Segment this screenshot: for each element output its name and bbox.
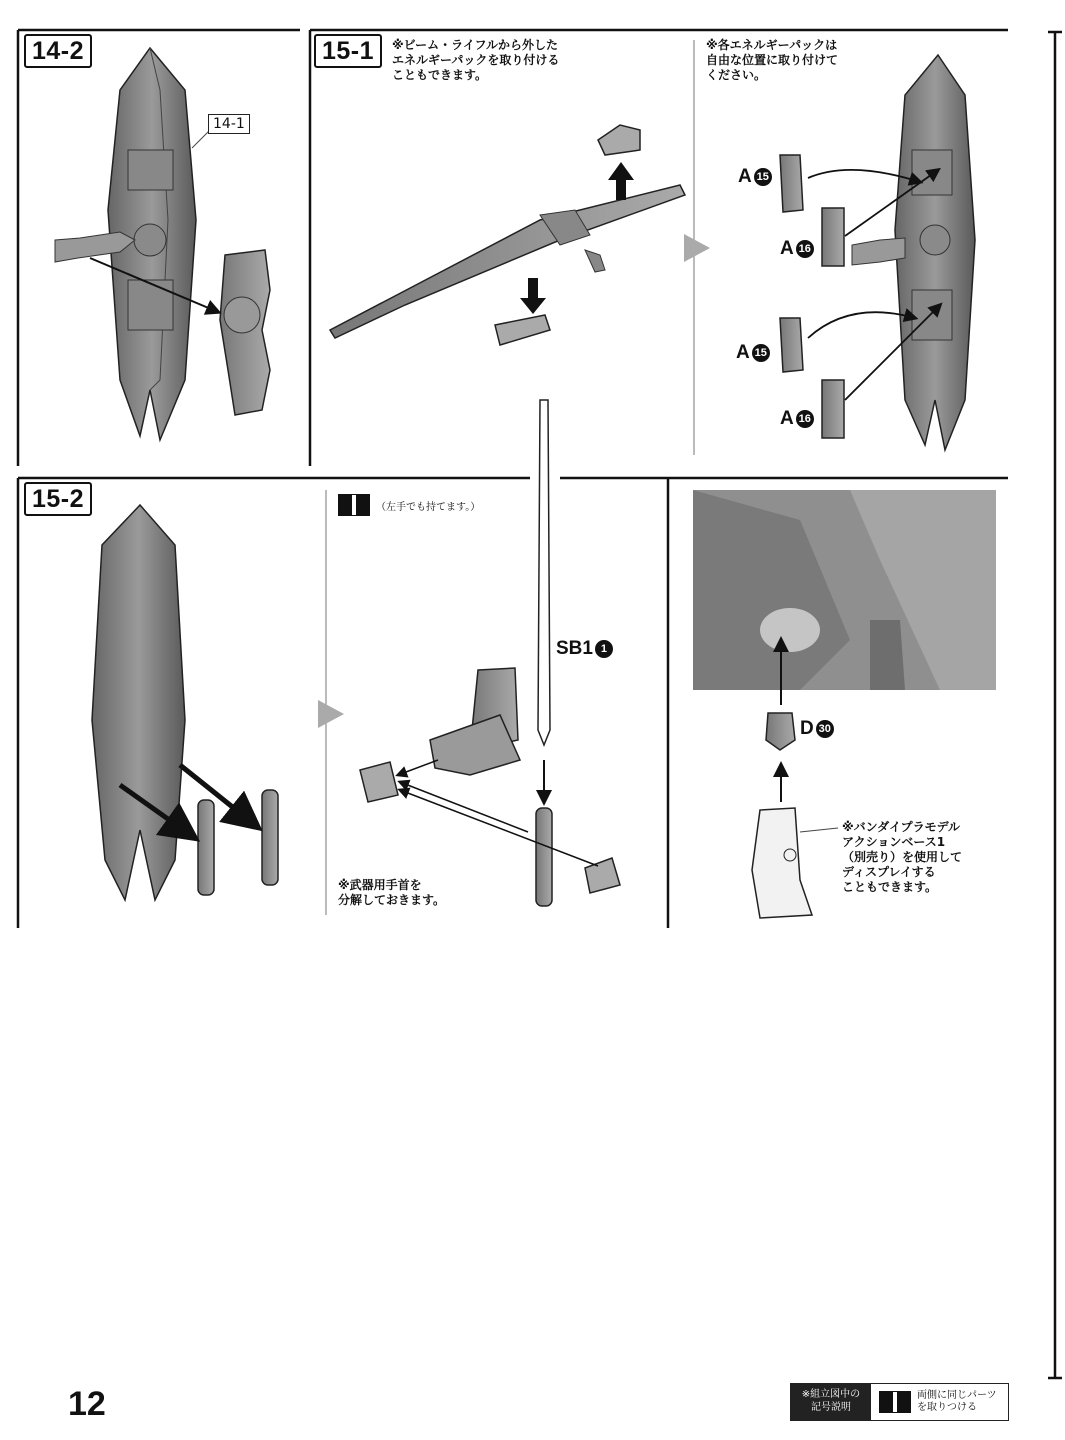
beam-rifle [330,185,685,338]
part-label-a16-bottom [780,408,814,430]
both-sides-icon [338,494,370,516]
part-number: 30 [816,720,834,738]
part-label-a16-top [780,238,814,260]
legend-title: ※組立図中の 記号説明 [791,1384,871,1420]
part-letter: D [800,718,814,739]
step-label-text: 15-1 [322,37,375,65]
part-number: 16 [796,240,814,258]
energy-packs-a [780,155,844,438]
legend-text: 両側に同じパーツ を取りつける [917,1390,997,1413]
part-letter: A [780,238,794,259]
energy-pack-top [598,125,640,155]
legend-entry [871,1384,1008,1420]
note-pack-position: ※各エネルギーパックは 自由な位置に取り付けて ください。 [706,38,839,82]
beam-saber-blade [538,400,550,745]
shield-14-2 [55,48,196,440]
part-label-a15-bottom [736,342,770,364]
part-number: 15 [752,344,770,362]
part-letter: A [736,342,750,363]
shield-15-2 [92,505,185,900]
energy-pack-bottom [495,315,550,345]
part-number: 1 [595,640,613,658]
part-label-d30 [800,718,834,740]
note-weapon-hand: ※武器用手首を 分解しておきます。 [338,878,446,907]
part-letter: A [738,166,752,187]
part-label-sb1 [556,638,613,660]
note-rifle-pack: ※ビーム・ライフルから外した エネルギーパックを取り付ける こともできます。 [392,38,560,82]
both-sides-icon [879,1391,911,1413]
step-label-14-2 [24,34,92,68]
step-label-15-2 [24,482,92,516]
display-photo [693,490,996,690]
arm-14-2 [220,250,270,415]
symbol-legend [790,1383,1009,1421]
ref-label-14-1: 14-1 [208,114,250,134]
part-letter: SB1 [556,638,593,659]
both-sides-note [338,494,480,516]
part-label-a15-top [738,166,772,188]
action-base-arm [752,808,812,918]
step-label-text: 14-2 [32,37,85,65]
step-label-text: 15-2 [32,485,85,513]
part-letter: A [780,408,794,429]
hand-assembly [360,668,620,906]
part-number: 16 [796,410,814,428]
part-number: 15 [754,168,772,186]
part-d30-shape [766,713,795,750]
grip-pins [198,790,278,895]
step-label-15-1 [314,34,382,68]
page-number: 12 [68,1385,106,1423]
note-left-hand: （左手でも持てます。） [376,501,481,513]
shield-15-1 [852,55,975,450]
note-action-base: ※バンダイプラモデル アクションベース1 （別売り）を使用して ディスプレイする こともできます。 [842,820,963,894]
